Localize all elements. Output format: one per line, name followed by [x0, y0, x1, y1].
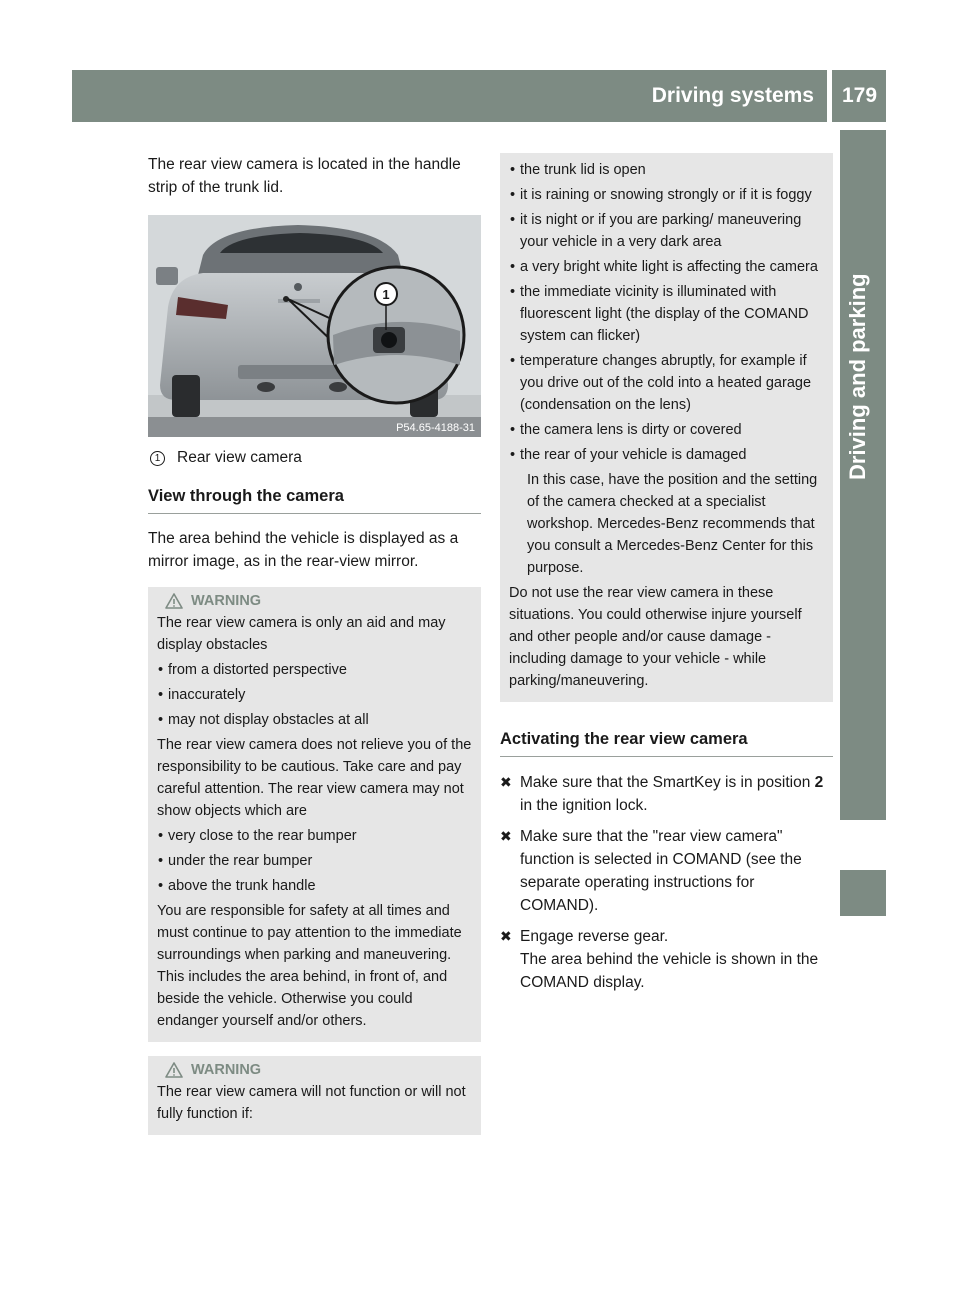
instruction-steps — [500, 771, 833, 994]
warning-bullet: • from a distorted perspective — [157, 659, 472, 681]
warning-box-1 — [148, 587, 481, 1042]
warning-bullet: • a very bright white light is affecting the camera — [509, 256, 824, 278]
section-heading-activating: Activating the rear view camera — [500, 730, 833, 757]
warning-header — [157, 1062, 472, 1078]
warning-intro: The rear view camera will not function or will not fully function if: — [157, 1084, 466, 1122]
page-number: 179 — [842, 84, 878, 107]
warning-bullet: • temperature changes abruptly, for example if you drive out of the cold into a heated garage (condensation on the lens) — [509, 350, 824, 416]
warning-bullet: • very close to the rear bumper — [157, 825, 472, 847]
caption-text: Rear view camera — [177, 449, 302, 466]
warning-bullet: • the rear of your vehicle is damaged — [509, 444, 824, 466]
figure-callout-number: 1 — [382, 287, 390, 302]
warning-title: WARNING — [191, 593, 262, 609]
figure-reference-code: P54.65-4188-31 — [396, 422, 475, 434]
callout-number-icon: 1 — [150, 451, 165, 466]
chapter-tab-label: Driving and parking — [845, 273, 870, 480]
step-text: Engage reverse gear. — [520, 928, 669, 945]
warning-bullet: • may not display obstacles at all — [157, 709, 472, 731]
header-divider — [827, 70, 832, 122]
warning-box-2 — [148, 1056, 481, 1135]
step-text: Make sure that the "rear view camera" function is selected in COMAND (see the separate operating instructions for COMAND). — [520, 828, 802, 914]
section-heading-view: View through the camera — [148, 487, 481, 514]
warning-bullet: • the immediate vicinity is illuminated with fluorescent light (the display of the COMAND system can flicker) — [509, 281, 824, 347]
warning-outro: You are responsible for safety at all times and must continue to pay attention to the immediate surroundings when parking and maneuvering. This includes the area behind, in front of, and beside the vehicle. Otherwise you could endanger yourself and/or others. — [157, 903, 462, 1029]
warning-triangle-icon — [165, 593, 183, 609]
warning-sub-paragraph: In this case, have the position and the setting of the camera checked at a specialist workshop. Mercedes-Benz recommends that you consult a Mercedes-Benz Center for this purpose. — [527, 472, 818, 576]
step-arrow-icon: ✖ — [500, 928, 512, 944]
instruction-step — [500, 925, 833, 994]
warning-triangle-icon — [165, 1062, 183, 1078]
intro-paragraph: The rear view camera is located in the handle strip of the trunk lid. — [148, 156, 461, 196]
warning-bullet: • inaccurately — [157, 684, 472, 706]
figure-caption — [148, 449, 481, 467]
warning-bullet: • it is night or if you are parking/ maneuvering your vehicle in a very dark area — [509, 209, 824, 253]
car-rear-illustration — [148, 215, 481, 437]
warning-bullet: • under the rear bumper — [157, 850, 472, 872]
step-result-text: The area behind the vehicle is shown in the COMAND display. — [520, 951, 819, 991]
warning-title: WARNING — [191, 1062, 262, 1078]
warning-outro: Do not use the rear view camera in these situations. You could otherwise injure yourself and other people and/or cause damage - including damage to your vehicle - while parking/maneuvering. — [509, 585, 802, 689]
left-column — [148, 153, 481, 1135]
page-section-title: Driving systems — [651, 84, 814, 107]
instruction-step — [500, 771, 833, 817]
step-position-value: 2 — [814, 774, 824, 791]
instruction-step — [500, 825, 833, 917]
right-column — [500, 153, 833, 1002]
step-text: in the ignition lock. — [520, 797, 648, 814]
rear-camera-figure — [148, 215, 481, 437]
warning-intro: The rear view camera is only an aid and may display obstacles — [157, 615, 446, 653]
view-paragraph: The area behind the vehicle is displayed as a mirror image, as in the rear-view mirror. — [148, 530, 459, 570]
warning-middle-text: The rear view camera does not relieve you of the responsibility to be cautious. Take care and pay careful attention. The rear view camera may not show objects which are — [157, 737, 472, 819]
warning-bullet: • the camera lens is dirty or covered — [509, 419, 824, 441]
chapter-marker — [840, 870, 886, 916]
step-text: Make sure that the SmartKey is in position — [520, 774, 815, 791]
step-arrow-icon: ✖ — [500, 828, 512, 844]
warning-box-2-continued — [500, 153, 833, 702]
warning-header — [157, 593, 472, 609]
warning-bullet: • the trunk lid is open — [509, 159, 824, 181]
step-arrow-icon: ✖ — [500, 774, 512, 790]
warning-bullet: • it is raining or snowing strongly or if it is foggy — [509, 184, 824, 206]
warning-bullet: • above the trunk handle — [157, 875, 472, 897]
